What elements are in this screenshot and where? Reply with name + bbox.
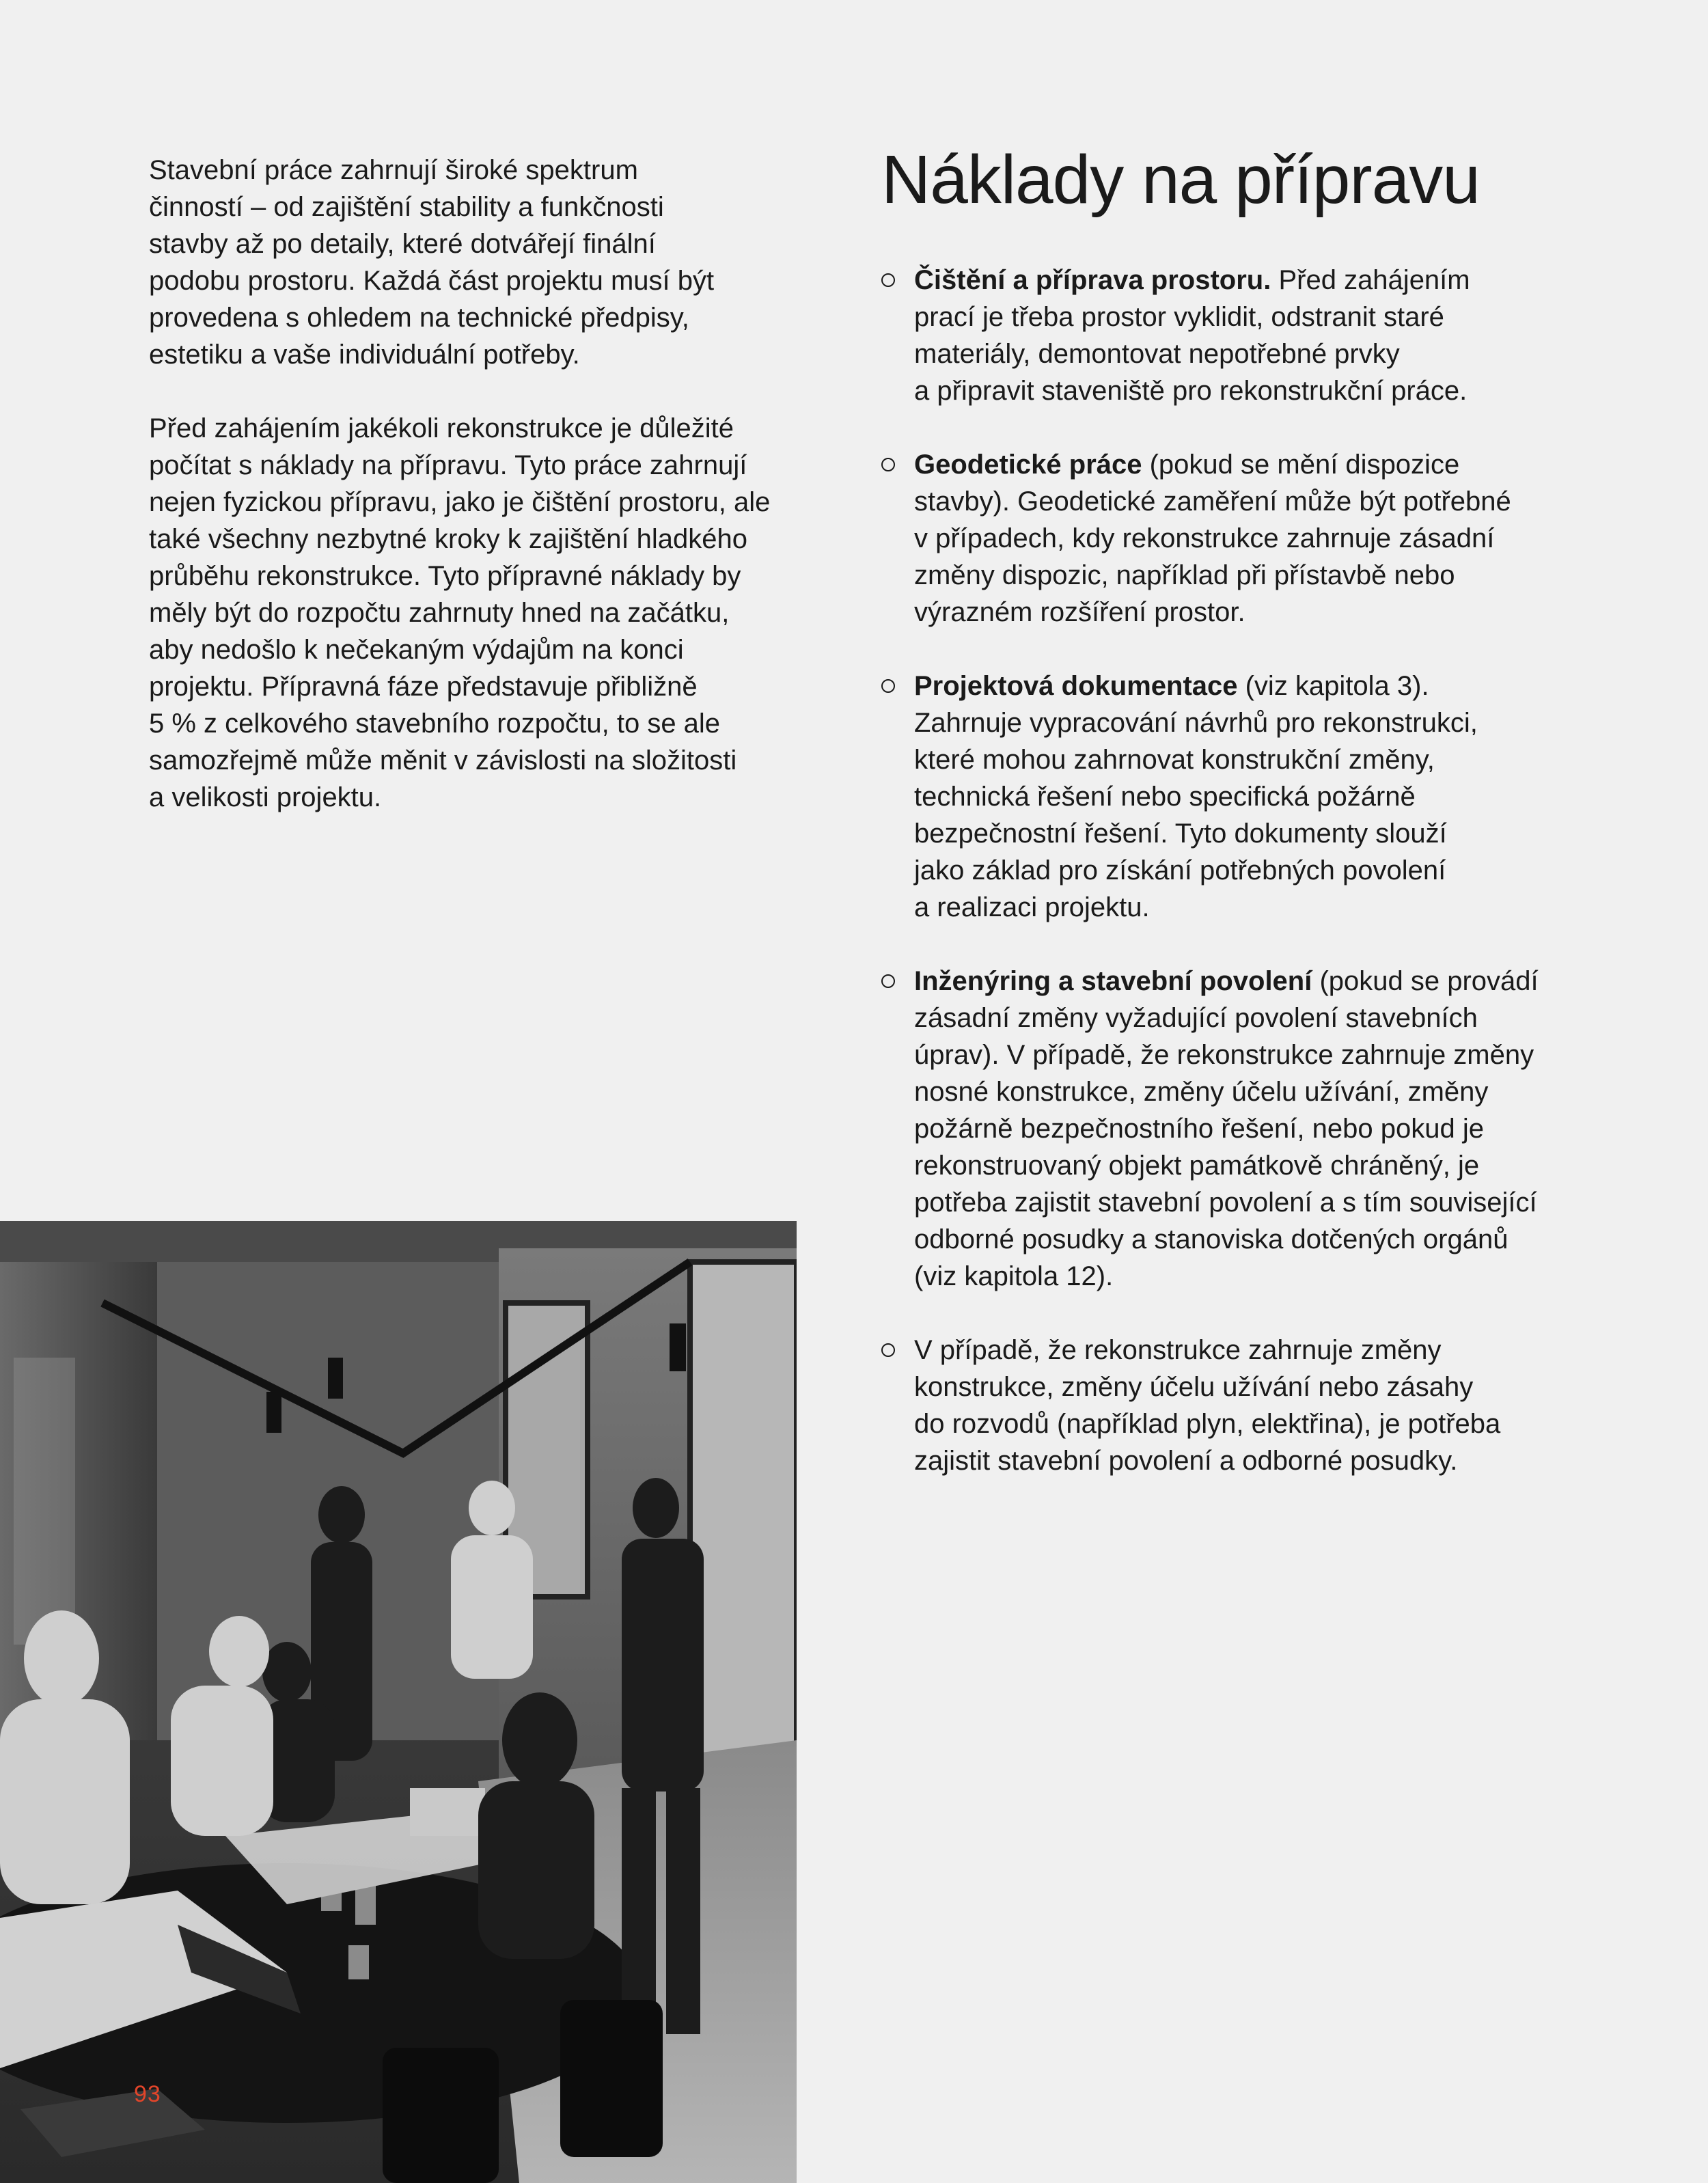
list-item-body: Před zahájením prací je třeba prostor vyklidit, odstranit staré materiály, demontovat nepotřebné prvky a připravit staveniště pro rekonstrukční práce.	[914, 265, 1470, 406]
list-item-text	[914, 265, 1470, 406]
list-item-body: (pokud se provádí zásadní změny vyžadující povolení stavebních úprav). V případě, že rekonstrukce zahrnuje změny nosné konstrukce, změny účelu užívání, změny požárně bezpečnostního řešení, nebo pokud je rekonstruovaný objekt památkově chráněný, je potřeba zajistit stavební povolení a s tím související odborné posudky a stanoviska dotčených orgánů (viz kapitola 12).	[914, 966, 1539, 1291]
intro-paragraph-1: Stavební práce zahrnují široké spektrum činností – od zajištění stability a funkčnosti stavby až po detaily, které dotvářejí finální podobu prostoru. Každá část projektu musí být provedena s ohledem na technické předpisy, estetiku a vaše individuální potřeby.	[149, 155, 715, 370]
circle-bullet-icon	[881, 679, 895, 693]
list-item	[881, 262, 1606, 409]
list-item-body: V případě, že rekonstrukce zahrnuje změny konstrukce, změny účelu užívání nebo zásahy do rozvodů (například plyn, elektřina), je potřeba zajistit stavební povolení a odborné posudky.	[914, 1335, 1501, 1476]
list-item-text	[914, 1335, 1500, 1476]
list-item-heading: Geodetické práce	[914, 450, 1142, 480]
list-item-heading: Inženýring a stavební povolení	[914, 966, 1312, 996]
list-item	[881, 446, 1606, 631]
list-item-text	[914, 966, 1539, 1291]
circle-bullet-icon	[881, 1343, 895, 1357]
intro-text	[149, 152, 805, 853]
list-item-text	[914, 671, 1478, 922]
cost-list	[881, 262, 1606, 1516]
list-item	[881, 963, 1606, 1295]
meeting-photo	[0, 1221, 797, 2183]
circle-bullet-icon	[881, 974, 895, 988]
list-item	[881, 1332, 1606, 1479]
list-item-text	[914, 450, 1511, 627]
section-title: Náklady na přípravu	[881, 141, 1480, 218]
list-item	[881, 668, 1606, 926]
circle-bullet-icon	[881, 273, 895, 287]
list-item-heading: Projektová dokumentace	[914, 671, 1238, 701]
list-item-body: (viz kapitola 3). Zahrnuje vypracování návrhů pro rekonstrukci, které mohou zahrnovat konstrukční změny, technická řešení nebo specifická požárně bezpečnostní řešení. Tyto dokumenty slouží jako základ pro získání potřebných povolení a realizaci projektu.	[914, 671, 1478, 922]
circle-bullet-icon	[881, 458, 895, 471]
intro-paragraph-2: Před zahájením jakékoli rekonstrukce je důležité počítat s náklady na přípravu. Tyto práce zahrnují nejen fyzickou přípravu, jako je čištění prostoru, ale také všechny nezbytné kroky k zajištění hladkého průběhu rekonstrukce. Tyto přípravné náklady by měly být do rozpočtu zahrnuty hned na začátku, aby nedošlo k nečekaným výdajům na konci projektu. Přípravná fáze představuje přibližně 5 % z celkového stavebního rozpočtu, to se ale samozřejmě může měnit v závislosti na složitosti a velikosti projektu.	[149, 413, 771, 812]
list-item-body: (pokud se mění dispozice stavby). Geodetické zaměření může být potřebné v případech, kdy rekonstrukce zahrnuje zásadní změny dispozic, například při přístavbě nebo výrazném rozšíření prostor.	[914, 450, 1511, 627]
list-item-heading: Čištění a příprava prostoru.	[914, 265, 1271, 295]
page-number: 93	[134, 2081, 161, 2107]
